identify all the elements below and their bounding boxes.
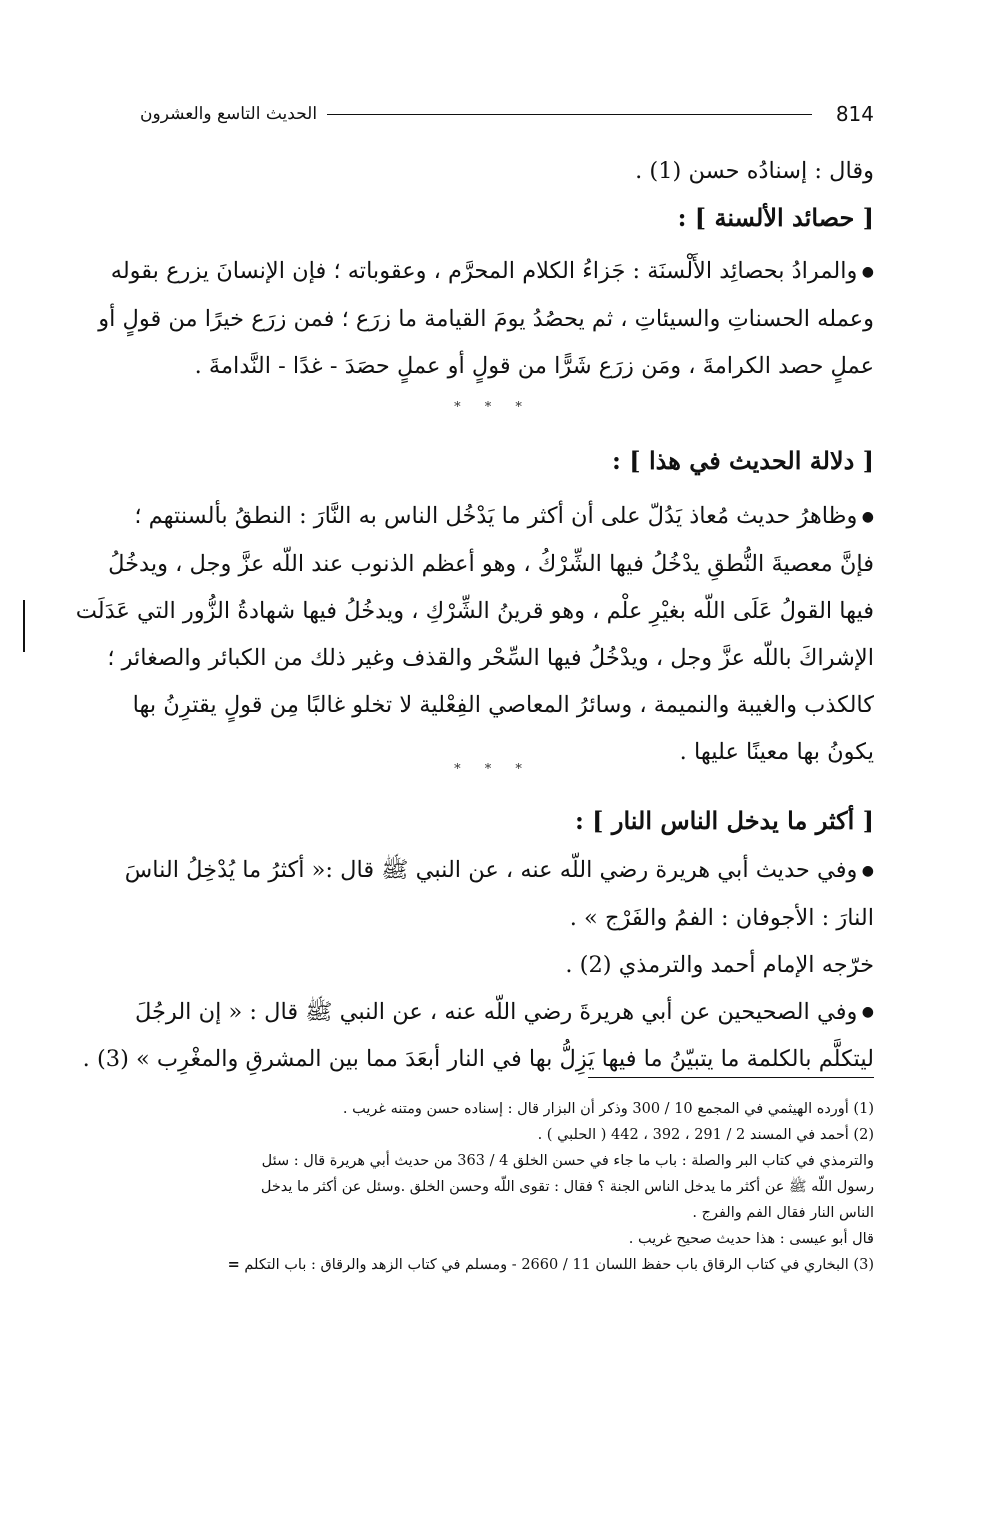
paragraph-line: الإشراكَ باللّه عزَّ وجل ، ويدْخُلُ فيها السِّحْر والقذف وغير ذلك من الكبائر والصغائر ؛ [107,644,874,671]
paragraph-line: ● وظاهرُ حديث مُعاذ يَدُلّ على أن أكثر ما يَدْخُل الناس به النَّارَ : النطقُ بألسنتهم ؛ [140,493,874,541]
footnotes [118,1096,874,1278]
running-header [140,96,874,132]
section-significance-body [75,493,874,776]
section-most-enter-body [82,847,874,1083]
footnote-line: الناس النار فقال الفم والفرج . [692,1205,874,1221]
footnote-line: قال أبو عيسى : هذا حديث صحيح غريب . [628,1231,874,1247]
section-heading: [ حصائد الألسنة ] : [677,203,874,232]
continuation-mark: = [227,1256,240,1273]
footnote-rule [588,1077,874,1078]
paragraph-line: ● وفي الصحيحين عن أبي هريرةَ رضي اللّه عنه ، عن النبي ﷺ قال : « إن الرجُلَ [140,989,874,1037]
section-divider: * * * [454,400,532,415]
paragraph-line: ● والمرادُ بحصائِد الأَلْسنَة : جَزاءُ الكلام المحرَّم ، وعقوباته ؛ فإن الإنسانَ يزرع بقوله [140,248,874,296]
section-most-enter-fire [140,797,874,844]
isnad-line: وقال : إسنادُه حسن (1) . [635,158,874,184]
footnote-line: (1) أورده الهيثمي في المجمع 10 / 300 وذكر أن البزار قال : إسناده حسن ومتنه غريب . [342,1101,874,1117]
intro-line [140,148,874,195]
paragraph-line: فيها القولُ عَلَى اللّه بغيْرِ علْم ، وهو قرينُ الشِّرْكِ ، ويدخُلُ فيها شهادةُ الزُّور التي عَدَلَت [75,597,874,624]
margin-mark [23,600,25,652]
footnote-line [118,1252,874,1278]
footnote-text: (3) البخاري في كتاب الرقاق باب حفظ اللسان 11 / 2660 - ومسلم في كتاب الزهد والرقاق : باب التكلم [244,1257,874,1273]
paragraph-line: النارَ : الأجوفان : الفمُ والفَرْج » . [569,904,874,931]
footnote-line: والترمذي في كتاب البر والصلة : باب ما جاء في حسن الخلق 4 / 363 من حديث أبي هريرة قال : سئل [261,1153,874,1169]
paragraph-line: ● وفي حديث أبي هريرة رضي اللّه عنه ، عن النبي ﷺ قال :« أكثرُ ما يُدْخِلُ الناسَ [140,847,874,895]
paragraph-line: وعمله الحسناتِ والسيئاتِ ، ثم يحصُدُ يومَ القيامة ما زرَع ؛ فمن زرَع خيرًا من قولٍ أو [98,305,874,332]
section-harvests-body [98,248,874,390]
section-harvests-of-tongues [140,194,874,241]
header-rule [327,114,812,115]
paragraph-line: خرّجه الإمام أحمد والترمذي (2) . [565,951,874,978]
paragraph-line: عملٍ حصد الكرامةَ ، ومَن زرَع شَرًّا من قولٍ أو عملٍ حصَدَ - غدًا - النَّدامةَ . [194,352,874,379]
paragraph-line: يكونُ بها معينًا عليها . [679,738,874,765]
section-hadith-significance [140,437,874,484]
section-heading: [ أكثر ما يدخل الناس النار ] : [574,806,874,835]
paragraph-line: كالكذب والغيبة والنميمة ، وسائرُ المعاصي الفِعْلية لا تخلو غالبًا مِن قولٍ يقترِنُ بها [132,691,874,718]
footnote-line: (2) أحمد في المسند 2 / 291 ، 392 ، 442 ( الحلبي ) . [537,1127,874,1143]
page-number: 814 [835,102,874,126]
running-title: الحديث التاسع والعشرون [140,104,318,124]
paragraph-line: فإنَّ معصيةَ النُّطقِ يدْخُلُ فيها الشِّرْكُ ، وهو أعظم الذنوب عند اللّه عزَّ وجل ، ويدخُلُ [108,550,874,577]
footnote-line: رسول اللّه ﷺ عن أكثر ما يدخل الناس الجنة ؟ فقال : تقوى اللّه وحسن الخلق .وسئل عن أكثر ما يدخل [260,1179,874,1195]
paragraph-line: ليتكلَّم بالكلمة ما يتبيّنُ ما فيها يَزِلُّ بها في النار أبعَدَ مما بين المشرقِ والمغْرِب » (3) . [82,1046,874,1072]
section-divider: * * * [454,762,532,777]
section-heading: [ دلالة الحديث في هذا ] : [612,446,874,475]
